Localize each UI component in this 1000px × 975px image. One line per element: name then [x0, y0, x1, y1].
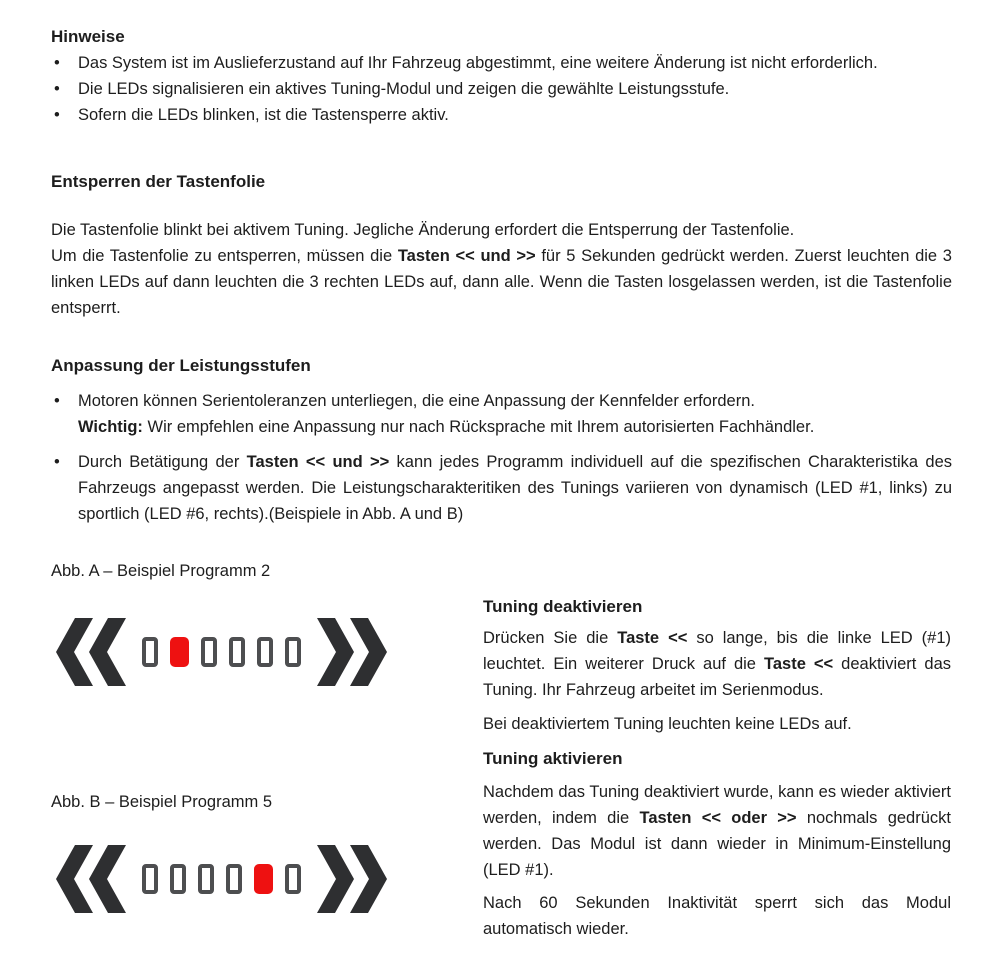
led-strip [142, 864, 301, 894]
aktivieren-title: Tuning aktivieren [483, 749, 623, 768]
led-2-active [170, 637, 189, 667]
figure-b [56, 843, 388, 915]
entsperren-section [51, 217, 952, 321]
list-item [51, 76, 952, 102]
led-3-inactive [201, 637, 217, 667]
deakt-p1-bold2: Taste << [764, 655, 834, 673]
anpassung-b2-post: kann jedes Programm individuell auf die spezifischen Charakteristika des Fahrzeugs angepasst werden. Die Leistungscharakteritiken des Tunings variieren von dynamisch (LED #1, links) zu sportlich (LED #6, rechts).(Beispiele in Abb. A und B) [78, 453, 952, 523]
bullet-icon: • [54, 453, 60, 471]
double-chevron-left-icon [56, 618, 126, 686]
bullet-icon: • [54, 106, 60, 124]
led-1-inactive [142, 637, 158, 667]
list-item [51, 102, 952, 128]
led-1-inactive [142, 864, 158, 894]
anpassung-b2-pre: Durch Betätigung der [78, 453, 247, 471]
bullet-icon: • [54, 80, 60, 98]
list-item [51, 50, 952, 76]
led-6-inactive [285, 864, 301, 894]
entsperren-p2-pre: Um die Tastenfolie zu entsperren, müssen die [51, 247, 398, 265]
aktivieren-paragraph-1 [483, 779, 951, 883]
led-5-inactive [257, 637, 273, 667]
deakt-p1-post: deaktiviert das Tuning. Ihr Fahrzeug arbeitet im Serienmodus. [483, 655, 951, 699]
double-chevron-right-icon [316, 845, 388, 913]
led-2-inactive [170, 864, 186, 894]
deaktivieren-paragraph-1 [483, 625, 951, 703]
deakt-p1-mid: so lange, bis die linke LED (#1) leuchtet. Ein weiterer Druck auf die [483, 629, 951, 673]
deakt-p1-pre: Drücken Sie die [483, 629, 618, 647]
anpassung-title: Anpassung der Leistungsstufen [51, 356, 311, 375]
led-4-inactive [229, 637, 245, 667]
entsperren-paragraph-1: Die Tastenfolie blinkt bei aktivem Tuning. Jegliche Änderung erfordert die Entsperrung der Tastenfolie. [51, 221, 795, 239]
anpassung-list [51, 388, 952, 527]
deaktivieren-title: Tuning deaktivieren [483, 597, 643, 616]
anpassung-b1-line1: Motoren können Serientoleranzen unterliegen, die eine Anpassung der Kennfelder erfordern. [78, 392, 755, 410]
bullet-icon: • [54, 54, 60, 72]
hinweise-bullet-2: Die LEDs signalisieren ein aktives Tuning-Modul und zeigen die gewählte Leistungsstufe. [78, 80, 730, 98]
aktivieren-paragraph-2: Nach 60 Sekunden Inaktivität sperrt sich das Modul automatisch wieder. [483, 894, 951, 938]
bullet-icon: • [54, 392, 60, 410]
led-5-active [254, 864, 273, 894]
double-chevron-left-icon [56, 845, 126, 913]
figure-a [56, 616, 388, 688]
hinweise-bullet-1: Das System ist im Auslieferzustand auf Ihr Fahrzeug abgestimmt, eine weitere Änderung ist nicht erforderlich. [78, 54, 878, 72]
deaktivieren-paragraph-2: Bei deaktiviertem Tuning leuchten keine LEDs auf. [483, 715, 852, 733]
entsperren-paragraph-2 [51, 243, 952, 321]
akt-p1-pre: Nachdem das Tuning deaktiviert wurde, kann es wieder aktiviert werden, indem die [483, 783, 951, 827]
led-4-inactive [226, 864, 242, 894]
hinweise-list [51, 50, 952, 128]
led-strip [142, 637, 301, 667]
list-item [51, 388, 952, 440]
double-chevron-right-icon [316, 618, 388, 686]
deakt-p1-bold1: Taste << [617, 629, 688, 647]
akt-p1-bold: Tasten << oder >> [639, 809, 797, 827]
anpassung-b2-bold: Tasten << und >> [246, 453, 390, 471]
entsperren-p2-post: für 5 Sekunden gedrückt werden. Zuerst leuchten die 3 linken LEDs auf dann leuchten die 3 rechten LEDs auf, dann alle. Wenn die Tasten losgelassen werden, ist die Tastenfolie entsperrt. [51, 247, 952, 317]
akt-p1-post: nochmals gedrückt werden. Das Modul ist dann wieder in Minimum-Einstellung (LED #1). [483, 809, 951, 879]
anpassung-b1-bold: Wichtig: [78, 418, 143, 436]
entsperren-p2-bold: Tasten << und >> [397, 247, 536, 265]
led-3-inactive [198, 864, 214, 894]
led-6-inactive [285, 637, 301, 667]
entsperren-title: Entsperren der Tastenfolie [51, 172, 266, 191]
anpassung-b1-rest: Wir empfehlen eine Anpassung nur nach Rücksprache mit Ihrem autorisierten Fachhändler. [142, 418, 815, 436]
hinweise-title: Hinweise [51, 27, 125, 46]
hinweise-bullet-3: Sofern die LEDs blinken, ist die Tastensperre aktiv. [78, 106, 449, 124]
figure-a-label: Abb. A – Beispiel Programm 2 [51, 562, 271, 580]
figure-b-label: Abb. B – Beispiel Programm 5 [51, 793, 273, 811]
list-item [51, 449, 952, 527]
